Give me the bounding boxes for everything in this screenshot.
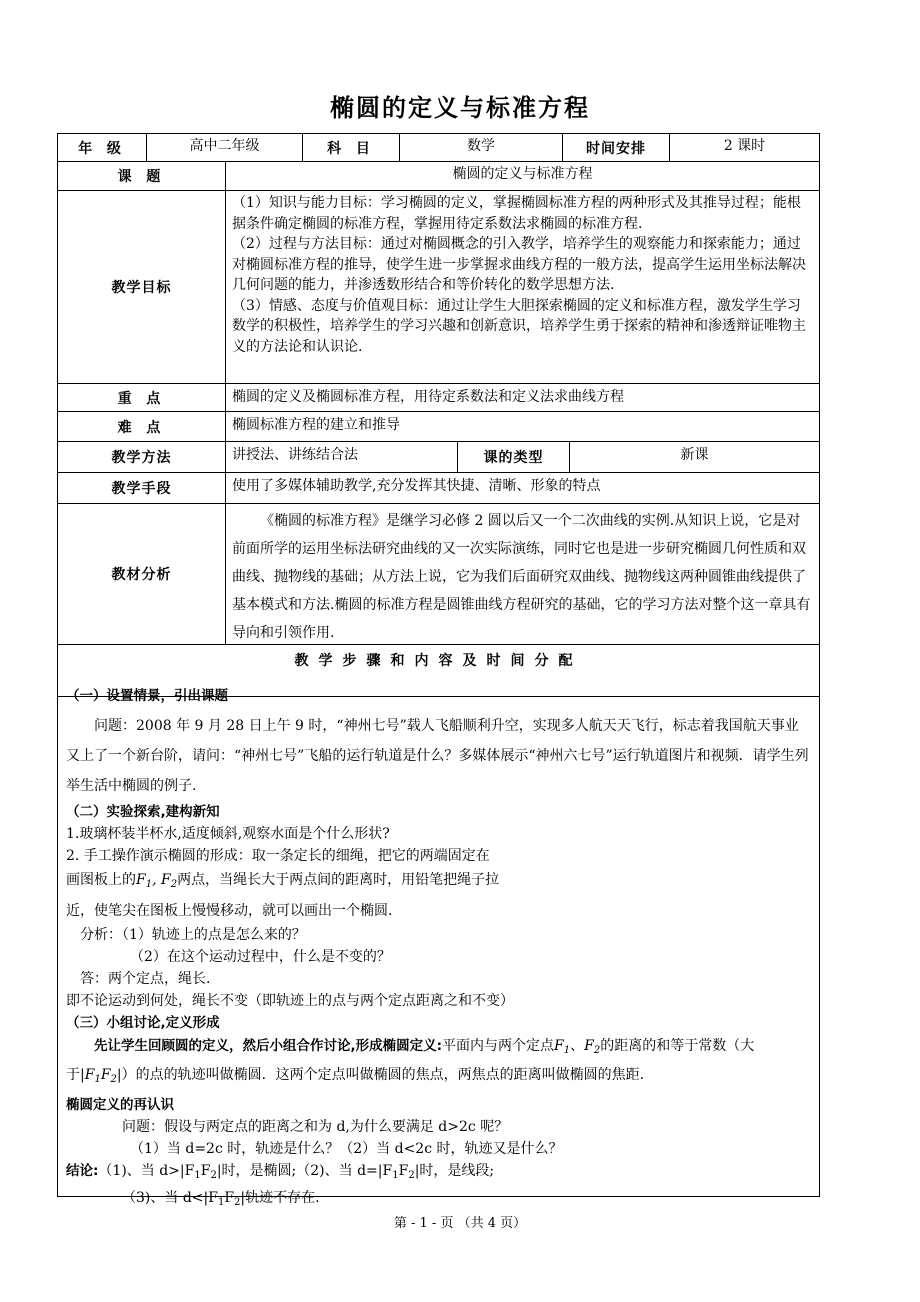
subject-value: 数学 (399, 134, 562, 161)
section4-conclusion: 结论:（1)、当 $d>|F_1F_2|$时，是椭圆;（2)、当 $d=|F_1F_2|$时，是线段; (66, 1163, 495, 1181)
difficulty-row (58, 411, 819, 441)
method-value: 讲授法、讲练结合法 (225, 442, 457, 472)
ellipse-definition: 先让学生回顾圆的定义，然后小组合作讨论,形成椭圆定义:平面内与两个定点$F_1$、$F_2$的距离的和等于常数（大于$|F_1F_2|$）的点的轨迹叫做椭圆．这两个定点叫做椭圆的焦点，两焦点的距离叫做椭圆的焦距. (66, 1038, 755, 1085)
time-value: 2 课时 (669, 134, 819, 161)
topic-label: 课 题 (117, 169, 166, 185)
answer-text: 答：两个定点，绳长. (80, 971, 211, 987)
lesson-type-label: 课的类型 (457, 442, 569, 472)
means-row (58, 472, 819, 503)
steps-header: 教学步骤和内容及时间分配 (58, 644, 819, 675)
analysis-value: 《椭圆的标准方程》是继学习必修 2 圆以后又一个二次曲线的实例.从知识上说，它是对前面所学的运用坐标法研究曲线的又一次实际演练，同时它也是进一步研究椭圆几何性质和双曲线、抛物线的基础；从方法上说，它为我们后面研究双曲线、抛物线这两种圆锥曲线提供了基本模式和方法.椭圆的标准方程是圆锥曲线方程研究的基础，它的学习方法对整个这一章具有导向和引领作用. (225, 504, 819, 644)
section3-heading: （三）小组讨论,定义形成 (66, 1015, 220, 1031)
key-point-label: 重 点 (117, 390, 166, 407)
objectives-row (58, 190, 819, 383)
lesson-plan-table (57, 133, 820, 697)
topic-value: 椭圆的定义与标准方程 (225, 162, 819, 190)
key-point-row (58, 383, 819, 411)
analysis-question-2: （2）在这个运动过程中，什么是不变的？ (130, 949, 391, 965)
objective-item: （3）情感、态度与价值观目标：通过让学生大胆探索椭圆的定义和标准方程，激发学生学习数学的积极性，培养学生的学习兴趣和创新意识，培养学生勇于探索的精神和渗透辩证唯物主义的方法论和认识论. (232, 297, 806, 355)
means-label: 教学手段 (111, 481, 172, 497)
section1-heading: （一）设置情景，引出课题 (66, 688, 228, 704)
section4-heading: 椭圆定义的再认识 (66, 1097, 174, 1113)
lesson-type-value: 新课 (569, 442, 819, 472)
page-footer: 第 - 1 - 页 （共 4 页） (393, 1216, 527, 1231)
section2-conclusion: 即不论运动到何处，绳长不变（即轨迹上的点与两个定点距离之和不变） (66, 993, 514, 1009)
focus-f1-f2: $F_1$, $F_2$ (136, 872, 178, 890)
experiment-question-2-line3: 近，使笔尖在图板上慢慢移动，就可以画出一个椭圆. (66, 903, 393, 919)
grade-label: 年 级 (78, 140, 126, 157)
section4-conclusion-3: （3)、当 $d<|F_1F_2|$轨迹不存在. (122, 1190, 320, 1208)
method-row (58, 441, 819, 472)
experiment-question-1: 1.玻璃杯装半杯水,适度倾斜,观察水面是个什么形状? (66, 826, 390, 842)
section2-heading: （二）实验探索,建构新知 (66, 804, 220, 820)
grade-value: 高中二年级 (146, 134, 302, 161)
difficulty-label: 难 点 (117, 419, 166, 436)
objective-item: （2）过程与方法目标：通过对椭圆概念的引入教学，培养学生的观察能力和探索能力；通过对椭圆标准方程的推导，使学生进一步掌握求曲线方程的一般方法，提高学生运用坐标法解决几何问题的能力，并渗透数形结合和等价转化的数学思想方法. (232, 236, 806, 293)
header-row (58, 134, 819, 161)
analysis-label: 教材分析 (111, 567, 172, 583)
section4-cases: （1）当 d=2c 时，轨迹是什么？（2）当 d<2c 时，轨迹又是什么？ (130, 1141, 563, 1157)
document-title: 椭圆的定义与标准方程 (330, 94, 590, 122)
key-point-value: 椭圆的定义及椭圆标准方程，用待定系数法和定义法求曲线方程 (225, 384, 819, 411)
teaching-content (57, 675, 820, 1208)
objective-item: （1）知识与能力目标：学习椭圆的定义，掌握椭圆标准方程的两种形式及其推导过程；能根据条件确定椭圆的标准方程，掌握用待定系数法求椭圆的标准方程. (232, 195, 801, 232)
experiment-question-2-line2: 画图板上的$F_1$, $F_2$两点，当绳长大于两点间的距离时，用铅笔把绳子拉 (66, 872, 500, 890)
section4-question: 问题：假设与两定点的距离之和为 d,为什么要满足 d>2c 呢？ (122, 1119, 509, 1135)
objectives-content (225, 191, 819, 383)
objectives-label: 教学目标 (111, 280, 172, 296)
experiment-question-2-line1: 2. 手工操作演示椭圆的形成：取一条定长的细绳，把它的两端固定在 (66, 848, 490, 864)
difficulty-value: 椭圆标准方程的建立和推导 (225, 412, 819, 441)
section1-text: 问题：2008 年 9 月 28 日上午 9 时，“神州七号”载人飞船顺利升空，实现多人航天天飞行，标志着我国航天事业又上了一个新台阶，请问：“神州七号”飞船的运行轨道是什么？多媒体展示“神州六七号”运行轨道图片和视频．请学生列举生活中椭圆的例子. (66, 718, 809, 794)
topic-row (58, 161, 819, 190)
analysis-question-1: 分析：（1）轨迹上的点是怎么来的？ (80, 927, 306, 943)
analysis-row (58, 503, 819, 644)
means-value: 使用了多媒体辅助教学,充分发挥其快捷、清晰、形象的特点 (225, 473, 819, 503)
method-label: 教学方法 (111, 450, 172, 466)
time-label: 时间安排 (562, 134, 669, 161)
subject-label: 科 目 (302, 134, 399, 161)
